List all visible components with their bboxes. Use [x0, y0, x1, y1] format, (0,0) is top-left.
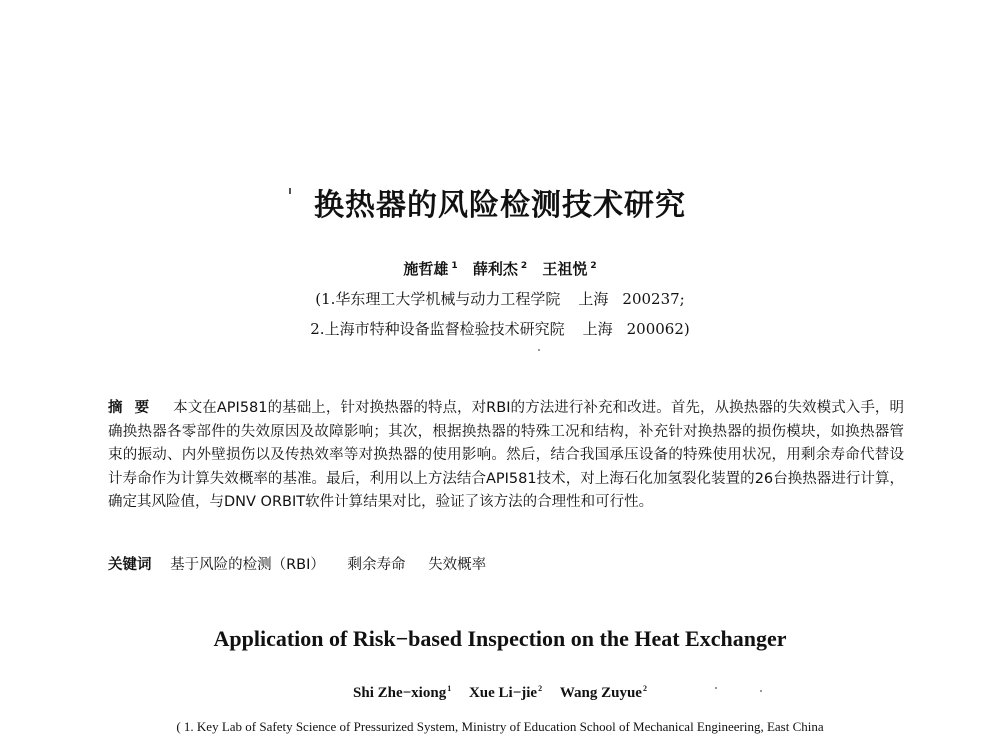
author-affil: 2 [642, 684, 647, 693]
keyword: 剩余寿命 [347, 557, 406, 573]
abstract [108, 397, 904, 515]
author-name: 王祖悦 [542, 260, 588, 278]
author-cn [473, 260, 527, 278]
author-cn [542, 260, 596, 278]
author-en [560, 685, 647, 701]
keyword: 基于风险的检测（RBI） [170, 557, 325, 573]
authors-en [0, 684, 1000, 702]
affiliation-text: 2.上海市特种设备监督检验技术研究院 [310, 320, 565, 338]
author-en [353, 685, 451, 701]
author-affil: 1 [447, 684, 452, 693]
affiliation-city: 上海 [582, 320, 613, 338]
author-name: 施哲雄 [403, 260, 449, 278]
affiliation-postcode: 200062) [626, 320, 690, 338]
abstract-label: 摘要 [108, 400, 162, 416]
scan-speck [760, 690, 762, 692]
affiliation-en: ( 1. Key Lab of Safety Science of Pressurized System, Ministry of Education School of Mechanical Engineering, East China [176, 719, 824, 734]
keywords-label: 关键词 [108, 557, 152, 573]
authors-cn [0, 258, 1000, 279]
abstract-text: 本文在API581的基础上，针对换热器的特点，对RBI的方法进行补充和改进。首先，从换热器的失效模式入手，明确换热器各零部件的失效原因及故障影响；其次，根据换热器的特殊工况和结构，补充针对换热器的损伤模块，如换热器管束的振动、内外壁损伤以及传热效率等对换热器的使用影响。然后，结合我国承压设备的特殊使用状况，用剩余寿命代替设计寿命作为计算失效概率的基准。最后，利用以上方法结合API581技术，对上海石化加氢裂化装置的26台换热器进行计算，确定其风险值，与DNV ORBIT软件计算结果对比，验证了该方法的合理性和可行性。 [108, 400, 904, 511]
keywords [108, 553, 904, 574]
title-cn: 换热器的风险检测技术研究 [314, 188, 686, 223]
author-affil: 1 [451, 261, 458, 271]
affiliation-cn [0, 288, 1000, 309]
author-affil: 2 [590, 261, 597, 271]
title-en: Application of Risk−based Inspection on the Heat Exchanger [213, 626, 787, 651]
author-affil: 2 [538, 684, 543, 693]
author-name: Wang Zuyue [559, 685, 642, 701]
affiliation-text: (1.华东理工大学机械与动力工程学院 [315, 290, 561, 308]
keyword: 失效概率 [428, 557, 487, 573]
scan-speck [715, 687, 717, 689]
author-name: Xue Li−jie [468, 685, 538, 701]
scan-speck [538, 349, 540, 351]
affiliation-postcode: 200237; [622, 290, 685, 308]
affiliation-city: 上海 [578, 290, 609, 308]
author-affil: 2 [520, 261, 528, 271]
affiliation-cn [0, 318, 1000, 339]
author-name: Shi Zhe−xiong [353, 685, 447, 701]
author-en [469, 685, 542, 701]
author-cn [403, 260, 457, 278]
author-name: 薛利杰 [472, 260, 518, 278]
